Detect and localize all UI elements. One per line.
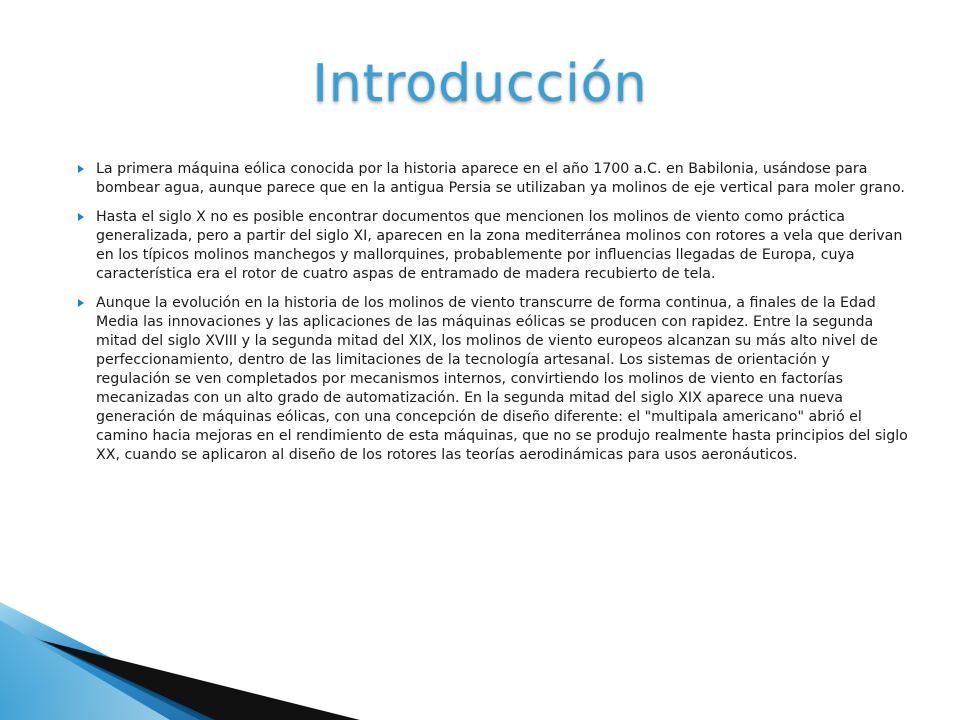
bullet-item [78, 294, 908, 465]
bullet-text: Hasta el siglo X no es posible encontrar documentos que mencionen los molinos de viento como práctica generalizada, pero a partir del siglo XI, aparecen en la zona mediterránea molinos con rotores a vela que derivan en los típicos molinos manchegos y mallorquines, probablemente por influencias llegadas de Europa, cuya característica era el rotor de cuatro aspas de entramado de madera recubierto de tela. [96, 209, 903, 282]
bullet-text: La primera máquina eólica conocida por la historia aparece en el año 1700 a.C. en Babilonia, usándose para bombear agua, aunque parece que en la antigua Persia se utilizaban ya molinos de eje vertical para moler grano. [96, 161, 905, 196]
slide-title: Introducción [312, 54, 648, 114]
triangle-right-icon [78, 213, 84, 221]
bullet-item [78, 208, 908, 284]
bullet-text: Aunque la evolución en la historia de los molinos de viento transcurre de forma continua, a finales de la Edad Media las innovaciones y las aplicaciones de las máquinas eólicas se producen con rapidez. Entre la segunda mitad del siglo XVIII y la segunda mitad del XIX, los molinos de viento europeos alcanzan su más alto nivel de perfeccionamiento, dentro de las limitaciones de la tecnología artesanal. Los sistemas de orientación y regulación se ven completados por mecanismos internos, convirtiendo los molinos de viento en factorías mecanizadas con un alto grado de automatización. En la segunda mitad del siglo XIX aparece una nueva generación de máquinas eólicas, con una concepción de diseño diferente: el "multipala americano" abrió el camino hacia mejoras en el rendimiento de esta máquinas, que no se produjo realmente hasta principios del siglo XX, cuando se aplicaron al diseño de los rotores las teorías aerodinámicas para usos aeronáuticos. [96, 295, 908, 463]
bullet-list [78, 160, 908, 475]
triangle-right-icon [78, 165, 84, 173]
corner-decoration [0, 580, 360, 720]
bullet-item [78, 160, 908, 198]
triangle-right-icon [78, 299, 84, 307]
